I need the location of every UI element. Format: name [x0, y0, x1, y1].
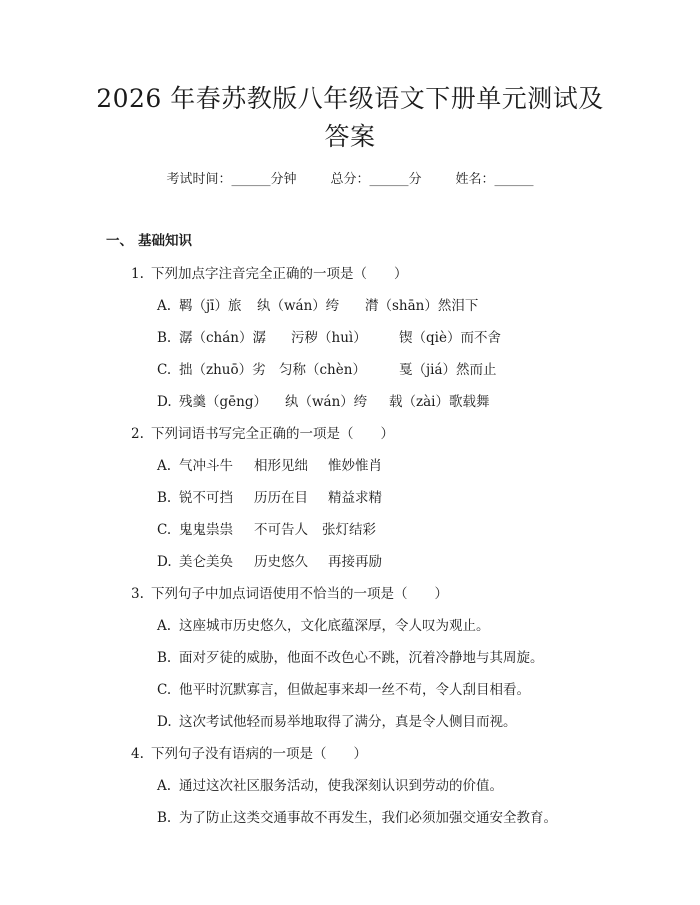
question-text: 下列词语书写完全正确的一项是（ ） [151, 426, 394, 442]
name-blank: ______ [494, 172, 534, 187]
q2-option-a [157, 454, 382, 474]
option-part: 惟妙惟肖 [328, 458, 382, 474]
q3-option-a [157, 614, 490, 634]
question-text: 下列句子中加点词语使用不恰当的一项是（ ） [151, 586, 448, 602]
option-text: 这座城市历史悠久，文化底蕴深厚，令人叹为观止。 [179, 618, 490, 634]
option-text: 通过这次社区服务活动，使我深刻认识到劳动的价值。 [179, 778, 503, 794]
section-number: 一、 [106, 233, 133, 249]
option-part: 历历在目 [254, 490, 308, 506]
option-part: 潸（shān）然泪下 [365, 298, 479, 314]
time-label: 考试时间： [166, 172, 232, 187]
section-title: 基础知识 [138, 233, 192, 249]
option-part: 美仑美奂 [179, 554, 233, 570]
question-2 [131, 422, 394, 442]
question-3 [131, 582, 448, 602]
question-text: 下列加点字注音完全正确的一项是（ ） [151, 266, 408, 282]
option-part: 潺（chán）潺 [179, 330, 266, 346]
time-blank: ______ [231, 172, 271, 187]
option-letter: A. [157, 618, 172, 634]
q4-option-a [157, 774, 503, 794]
option-letter: C. [157, 362, 172, 378]
q3-option-c [157, 678, 530, 698]
option-part: 载（zài）歌载舞 [389, 394, 490, 410]
option-part: 气冲斗牛 [179, 458, 233, 474]
option-part: 污秽（huì） [291, 330, 367, 346]
option-part: 精益求精 [328, 490, 382, 506]
q2-option-b [157, 486, 382, 506]
option-part: 锐不可挡 [179, 490, 233, 506]
option-text: 为了防止这类交通事故不再发生，我们必须加强交通安全教育。 [179, 810, 557, 826]
question-number: 3. [131, 586, 144, 602]
q3-option-b [157, 646, 544, 666]
title-line-2: 答案 [324, 122, 376, 151]
option-text: 他平时沉默寡言，但做起事来却一丝不苟，令人刮目相看。 [179, 682, 530, 698]
option-part: 再接再励 [328, 554, 382, 570]
score-label: 总分： [330, 172, 370, 187]
q1-option-d [157, 390, 489, 410]
option-part: 鬼鬼祟祟 [179, 522, 233, 538]
option-part: 锲（qiè）而不舍 [399, 330, 501, 346]
question-4 [131, 742, 367, 762]
option-letter: A. [157, 298, 172, 314]
question-number: 2. [131, 426, 144, 442]
option-text: 面对歹徒的威胁，他面不改色心不跳，沉着冷静地与其周旋。 [179, 650, 544, 666]
q1-option-a [157, 294, 478, 314]
option-letter: D. [157, 554, 172, 570]
title-line-1: 2026 年春苏教版八年级语文下册单元测试及 [96, 84, 604, 113]
option-part: 历史悠久 [254, 554, 308, 570]
question-number: 1. [131, 266, 144, 282]
option-part: 不可告人 [254, 522, 308, 538]
option-letter: C. [157, 682, 172, 698]
q2-option-d [157, 550, 382, 570]
option-letter: A. [157, 778, 172, 794]
q1-option-c [157, 358, 497, 378]
option-part: 纨（wán）绔 [257, 298, 340, 314]
q2-option-c [157, 518, 376, 538]
name-label: 姓名： [455, 172, 495, 187]
exam-info-line [0, 168, 700, 187]
option-part: 张灯结彩 [322, 522, 376, 538]
option-part: 拙（zhuō）劣 [179, 362, 266, 378]
option-letter: D. [157, 394, 172, 410]
option-letter: B. [157, 650, 172, 666]
question-1 [131, 262, 408, 282]
score-blank: ______ [369, 172, 409, 187]
time-unit: 分钟 [270, 172, 297, 187]
question-text: 下列句子没有语病的一项是（ ） [151, 746, 367, 762]
option-letter: A. [157, 458, 172, 474]
option-text: 这次考试他轻而易举地取得了满分，真是令人侧目而视。 [179, 714, 517, 730]
option-part: 残羹（gēng） [179, 394, 267, 410]
option-part: 匀称（chèn） [279, 362, 366, 378]
q3-option-d [157, 710, 517, 730]
option-part: 纨（wán）绔 [285, 394, 368, 410]
option-letter: B. [157, 330, 172, 346]
section-heading [106, 229, 192, 249]
option-part: 戛（jiá）然而止 [399, 362, 497, 378]
score-unit: 分 [408, 172, 422, 187]
option-letter: B. [157, 490, 172, 506]
option-part: 相形见绌 [254, 458, 308, 474]
page-title [60, 80, 640, 156]
q1-option-b [157, 326, 501, 346]
option-part: 羁（jī）旅 [179, 298, 242, 314]
option-letter: D. [157, 714, 172, 730]
option-letter: B. [157, 810, 172, 826]
question-number: 4. [131, 746, 144, 762]
q4-option-b [157, 806, 557, 826]
option-letter: C. [157, 522, 172, 538]
